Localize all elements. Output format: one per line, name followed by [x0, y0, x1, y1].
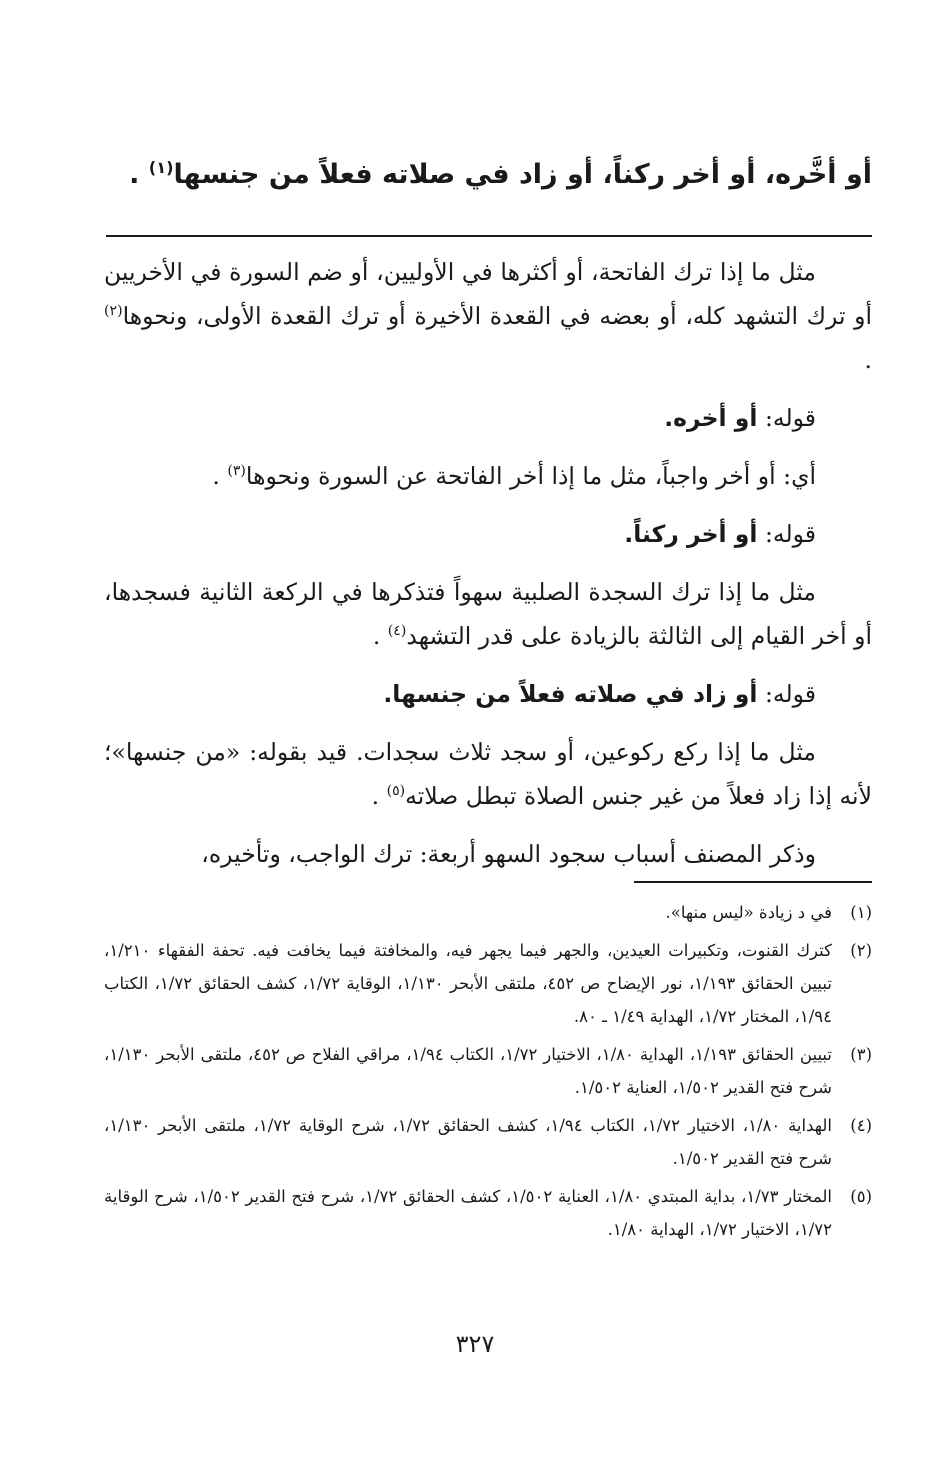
footnote	[104, 1109, 872, 1175]
footnotes	[104, 896, 872, 1251]
end-punct: .	[372, 622, 381, 650]
footnote-number: (٤)	[850, 1116, 872, 1135]
footnote-ref: (١)	[148, 158, 174, 177]
paragraph-text: مثل ما إذا ترك الفاتحة، أو أكثرها في الأوليين، أو ضم السورة في الأخريين أو ترك التشهد كله، أو بعضه في القعدة الأخيرة أو ترك القعدة الأولى، ونحوها	[104, 258, 872, 330]
footnote-number: (٣)	[850, 1045, 872, 1064]
footnote-text: في د زيادة «ليس منها».	[665, 903, 832, 922]
footnote	[104, 934, 872, 1033]
quote-prefix: قوله:	[757, 520, 816, 548]
footnote-ref: (٤)	[387, 623, 407, 640]
footnote	[104, 1038, 872, 1104]
commentary-paragraph	[104, 832, 872, 876]
commentary-paragraph	[104, 454, 872, 498]
paragraph-text: أي: أو أخر واجباً، مثل ما إذا أخر الفاتحة عن السورة ونحوها	[245, 462, 816, 490]
page-number: ٣٢٧	[455, 1330, 495, 1358]
quote-heading	[104, 396, 872, 440]
footnote-text: تبيين الحقائق ١/١٩٣، الهداية ١/٨٠، الاختيار ١/٧٢، الكتاب ١/٩٤، مراقي الفلاح ص ٤٥٢، ملتقى الأبحر ١/١٣٠، شرح فتح القدير ١/٥٠٢، العناية ١/٥٠٢.	[104, 1045, 833, 1097]
quote-text: أو أخر ركناً.	[624, 520, 758, 548]
end-punct: .	[371, 782, 380, 810]
commentary-paragraph	[104, 250, 872, 382]
end-punct: .	[864, 346, 872, 374]
matn-text: أو أخَّره، أو أخر ركناً، أو زاد في صلاته فعلاً من جنسها	[173, 159, 872, 190]
commentary-paragraph	[104, 570, 872, 658]
commentary-body	[104, 250, 872, 890]
footnote-number: (٥)	[850, 1187, 872, 1206]
footnote-ref: (٢)	[104, 303, 123, 320]
quote-text: أو أخره.	[664, 404, 758, 432]
quote-heading	[104, 512, 872, 556]
paragraph-text: مثل ما إذا ترك السجدة الصلبية سهواً فتذكرها في الركعة الثانية فسجدها، أو أخر القيام إلى الثالثة بالزيادة على قدر التشهد	[104, 578, 872, 650]
paragraph-text: مثل ما إذا ركع ركوعين، أو سجد ثلاث سجدات. قيد بقوله: «من جنسها»؛ لأنه إذا زاد فعلاً من غير جنس الصلاة تبطل صلاته	[104, 738, 872, 810]
footnote-ref: (٥)	[386, 783, 406, 800]
commentary-paragraph	[104, 730, 872, 818]
footnote-text: كترك القنوت، وتكبيرات العيدين، والجهر فيما يجهر فيه، والمخافتة فيما يخافت فيه. تحفة الفقهاء ١/٢١٠، تبيين الحقائق ١/١٩٣، نور الإيضاح ص ٤٥٢، ملتقى الأبحر ١/١٣٠، الوقاية ١/٧٢، كشف الحقائق ١/٧٢، الكتاب ١/٩٤، المختار ١/٧٢، الهداية ١/٤٩ ـ ٨٠.	[104, 941, 832, 1026]
end-punct: .	[212, 462, 220, 490]
end-punct: .	[129, 159, 140, 190]
matn-separator-rule	[106, 235, 872, 237]
footnote-number: (٢)	[850, 941, 872, 960]
footnote	[104, 1180, 872, 1246]
quote-prefix: قوله:	[757, 680, 816, 708]
quote-prefix: قوله:	[757, 404, 816, 432]
footnote-number: (١)	[850, 903, 872, 922]
footnote-text: المختار ١/٧٣، بداية المبتدي ١/٨٠، العناية ١/٥٠٢، كشف الحقائق ١/٧٢، شرح فتح القدير ١/٥٠٢، شرح الوقاية ١/٧٢، الاختيار ١/٧٢، الهداية ١/٨٠.	[104, 1187, 832, 1239]
quote-heading	[104, 672, 872, 716]
paragraph-text: وذكر المصنف أسباب سجود السهو أربعة: ترك الواجب، وتأخيره،	[201, 840, 816, 868]
footnote	[104, 896, 872, 929]
footnote-ref: (٣)	[227, 463, 246, 480]
footnote-separator-rule	[634, 881, 872, 883]
continued-matn-line	[100, 152, 872, 198]
footnote-text: الهداية ١/٨٠، الاختيار ١/٧٢، الكتاب ١/٩٤، كشف الحقائق ١/٧٢، شرح الوقاية ١/٧٢، ملتقى الأبحر ١/١٣٠، شرح فتح القدير ١/٥٠٢.	[104, 1116, 832, 1168]
quote-text: أو زاد في صلاته فعلاً من جنسها.	[383, 680, 758, 708]
